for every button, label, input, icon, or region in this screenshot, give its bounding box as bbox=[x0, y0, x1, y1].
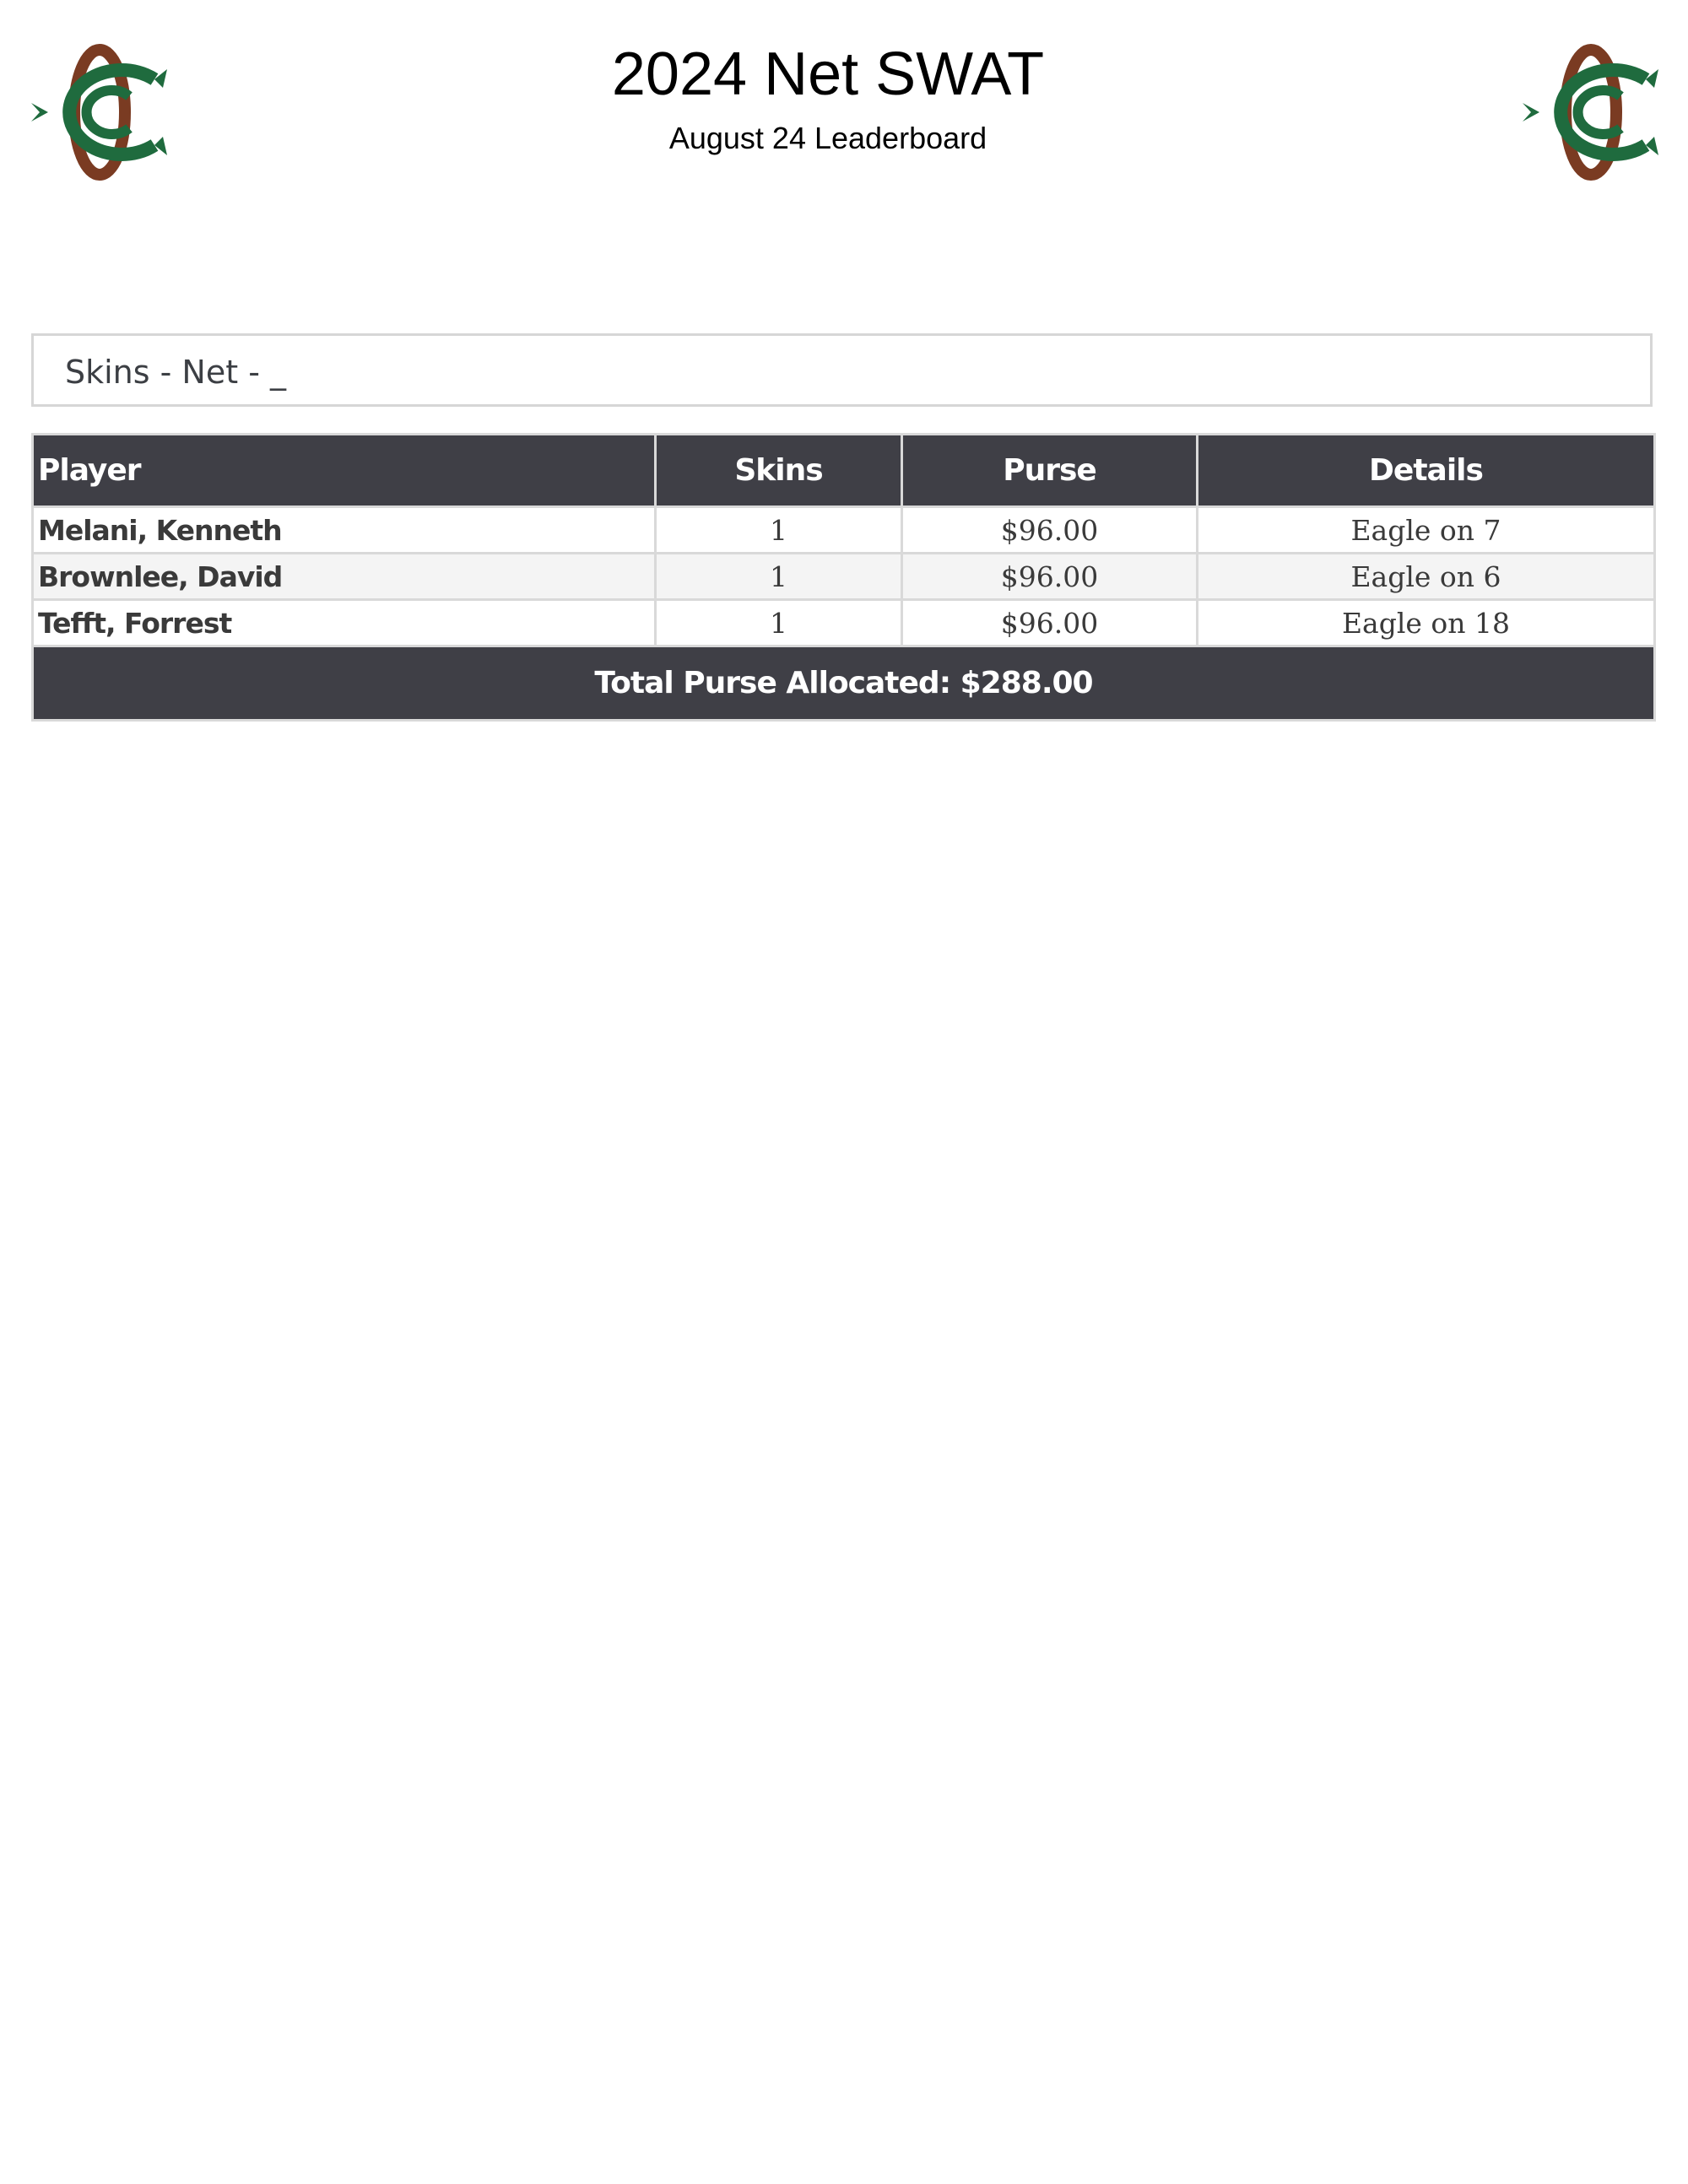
table-row bbox=[33, 507, 1655, 554]
table-header-row bbox=[33, 435, 1655, 507]
column-header-purse: Purse bbox=[902, 435, 1198, 507]
skin-details: Eagle on 7 bbox=[1198, 507, 1655, 554]
table-footer-row bbox=[33, 646, 1655, 721]
leaderboard-table bbox=[31, 433, 1656, 722]
purse-amount: $96.00 bbox=[902, 554, 1198, 600]
skin-details: Eagle on 6 bbox=[1198, 554, 1655, 600]
player-name: Tefft, Forrest bbox=[33, 600, 656, 646]
skins-count: 1 bbox=[656, 554, 902, 600]
section-label: Skins - Net - _ bbox=[65, 354, 287, 391]
table-row bbox=[33, 600, 1655, 646]
purse-amount: $96.00 bbox=[902, 600, 1198, 646]
column-header-player: Player bbox=[33, 435, 656, 507]
column-header-skins: Skins bbox=[656, 435, 902, 507]
total-purse: Total Purse Allocated: $288.00 bbox=[33, 646, 1655, 721]
page-subtitle: August 24 Leaderboard bbox=[668, 121, 987, 155]
skin-details: Eagle on 18 bbox=[1198, 600, 1655, 646]
player-name: Melani, Kenneth bbox=[33, 507, 656, 554]
skins-count: 1 bbox=[656, 507, 902, 554]
purse-amount: $96.00 bbox=[902, 507, 1198, 554]
column-header-details: Details bbox=[1198, 435, 1655, 507]
skins-count: 1 bbox=[656, 600, 902, 646]
section-header bbox=[31, 333, 1653, 407]
table-row bbox=[33, 554, 1655, 600]
page-title: 2024 Net SWAT bbox=[611, 41, 1045, 108]
player-name: Brownlee, David bbox=[33, 554, 656, 600]
